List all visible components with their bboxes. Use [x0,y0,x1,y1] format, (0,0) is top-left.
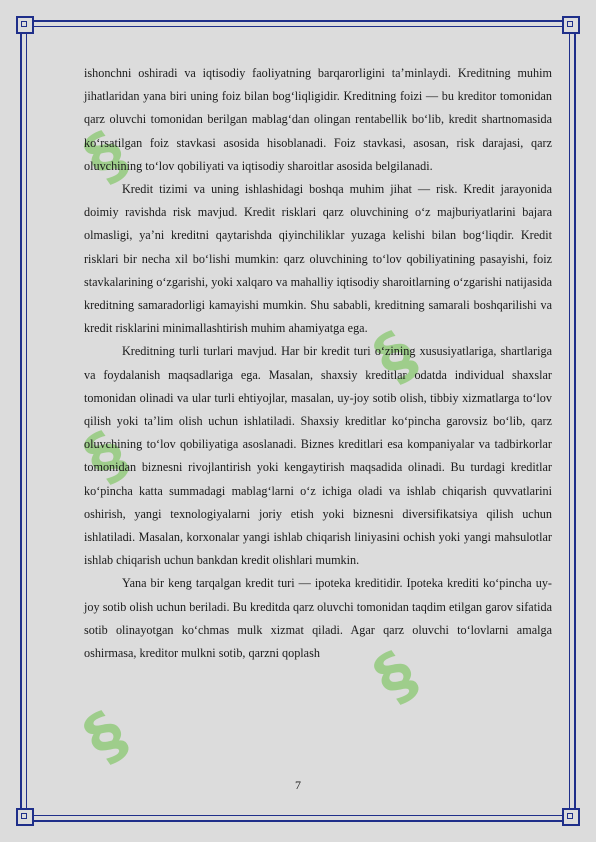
corner-ornament-top-right [562,16,580,34]
watermark-glyph: § [361,317,431,397]
watermark-glyph: § [71,417,141,497]
corner-ornament-bottom-right [562,808,580,826]
page-number: 7 [295,778,301,792]
paragraph: ishonchni oshiradi va iqtisodiy faoliyatning barqarorligini ta’minlaydi. Kreditning muhim jihatlaridan yana biri uning foiz bilan bog‘liqligidir. Kreditning foizi — bu kreditor tomonidan qarz oluvchi tomonidan berilgan mablag‘dan olingan rentabellik bo‘lib, kredit shartnomasida ko‘rsatilgan foiz stavkasi asosida hisoblanadi. Foiz stavkasi, asosan, risk darajasi, qarz oluvchining to‘lov qobiliyati va iqtisodiy sharoitlar asosida belgilanadi. [84,66,552,173]
corner-ornament-top-left [16,16,34,34]
watermark-glyph: § [361,637,431,717]
paragraph: Kreditning turli turlari mavjud. Har bir kredit turi o‘zining xususiyatlariga, shartlariga va foydalanish maqsadlariga ega. Masalan, shaxsiy kreditlar odatda individual shaxslar tomonidan olinadi va ular turli ehtiyojlar, masalan, uy-joy sotib olish, tibbiy xizmatlarga to‘lov qilish yoki ta’lim olish uchun ishlatiladi. Shaxsiy kreditlar ko‘pincha garovsiz bo‘lib, qarz oluvchining to‘lov qobiliyatiga asoslanadi. Biznes kreditlari esa kompaniyalar va tadbirkorlar tomonidan biznesni rivojlantirish yoki kengaytirish maqsadida olinadi. Bu turdagi kreditlar ko‘pincha katta summadagi mablag‘larni o‘z ichiga oladi va ishlab chiqarish quvvatlarini oshirish, yangi texnologiyalarni joriy etish yoki biznesni diversifikatsiya qilish uchun ishlatiladi. Masalan, korxonalar yangi ishlab chiqarish liniyasini ochish yoki yangi mahsulotlar ishlab chiqarish uchun bankdan kredit olishlari mumkin. [84,344,552,568]
paragraph: Yana bir keng tarqalgan kredit turi — ipoteka kreditidir. Ipoteka krediti ko‘pincha uy-joy sotib olish uchun beriladi. Bu kreditda qarz oluvchi tomonidan taqdim etilgan garov sifatida sotib olinayotgan ko‘chmas mulk xizmat qiladi. Agar qarz oluvchi to‘lovlarni amalga oshirmasa, kreditor mulkni sotib, qarzni qoplash [84,576,552,661]
watermark-glyph: § [71,117,141,197]
corner-ornament-bottom-left [16,808,34,826]
paragraph: Kredit tizimi va uning ishlashidagi boshqa muhim jihat — risk. Kredit jarayonida doimiy ravishda risk mavjud. Kredit risklari qarz oluvchining o‘z majburiyatlarini bajara olmasligi, ya’ni kreditni qaytarishda qiyinchiliklar yuzaga kelishi bilan bog‘liqdir. Kredit risklari bir necha xil bo‘lishi mumkin: qarz oluvchining to‘lov qobiliyatining pasayishi, foiz stavkalarining o‘zgarishi, yoki xalqaro va mahalliy iqtisodiy sharoitlarning o‘zgarishi natijasida kreditning samaradorligi kamayishi mumkin. Shu sababli, kreditning samarali boshqarilishi va kredit risklarini minimallashtirish muhim ahamiyatga ega. [84,182,552,336]
body-text [84,62,552,665]
watermark-glyph: § [71,697,141,777]
